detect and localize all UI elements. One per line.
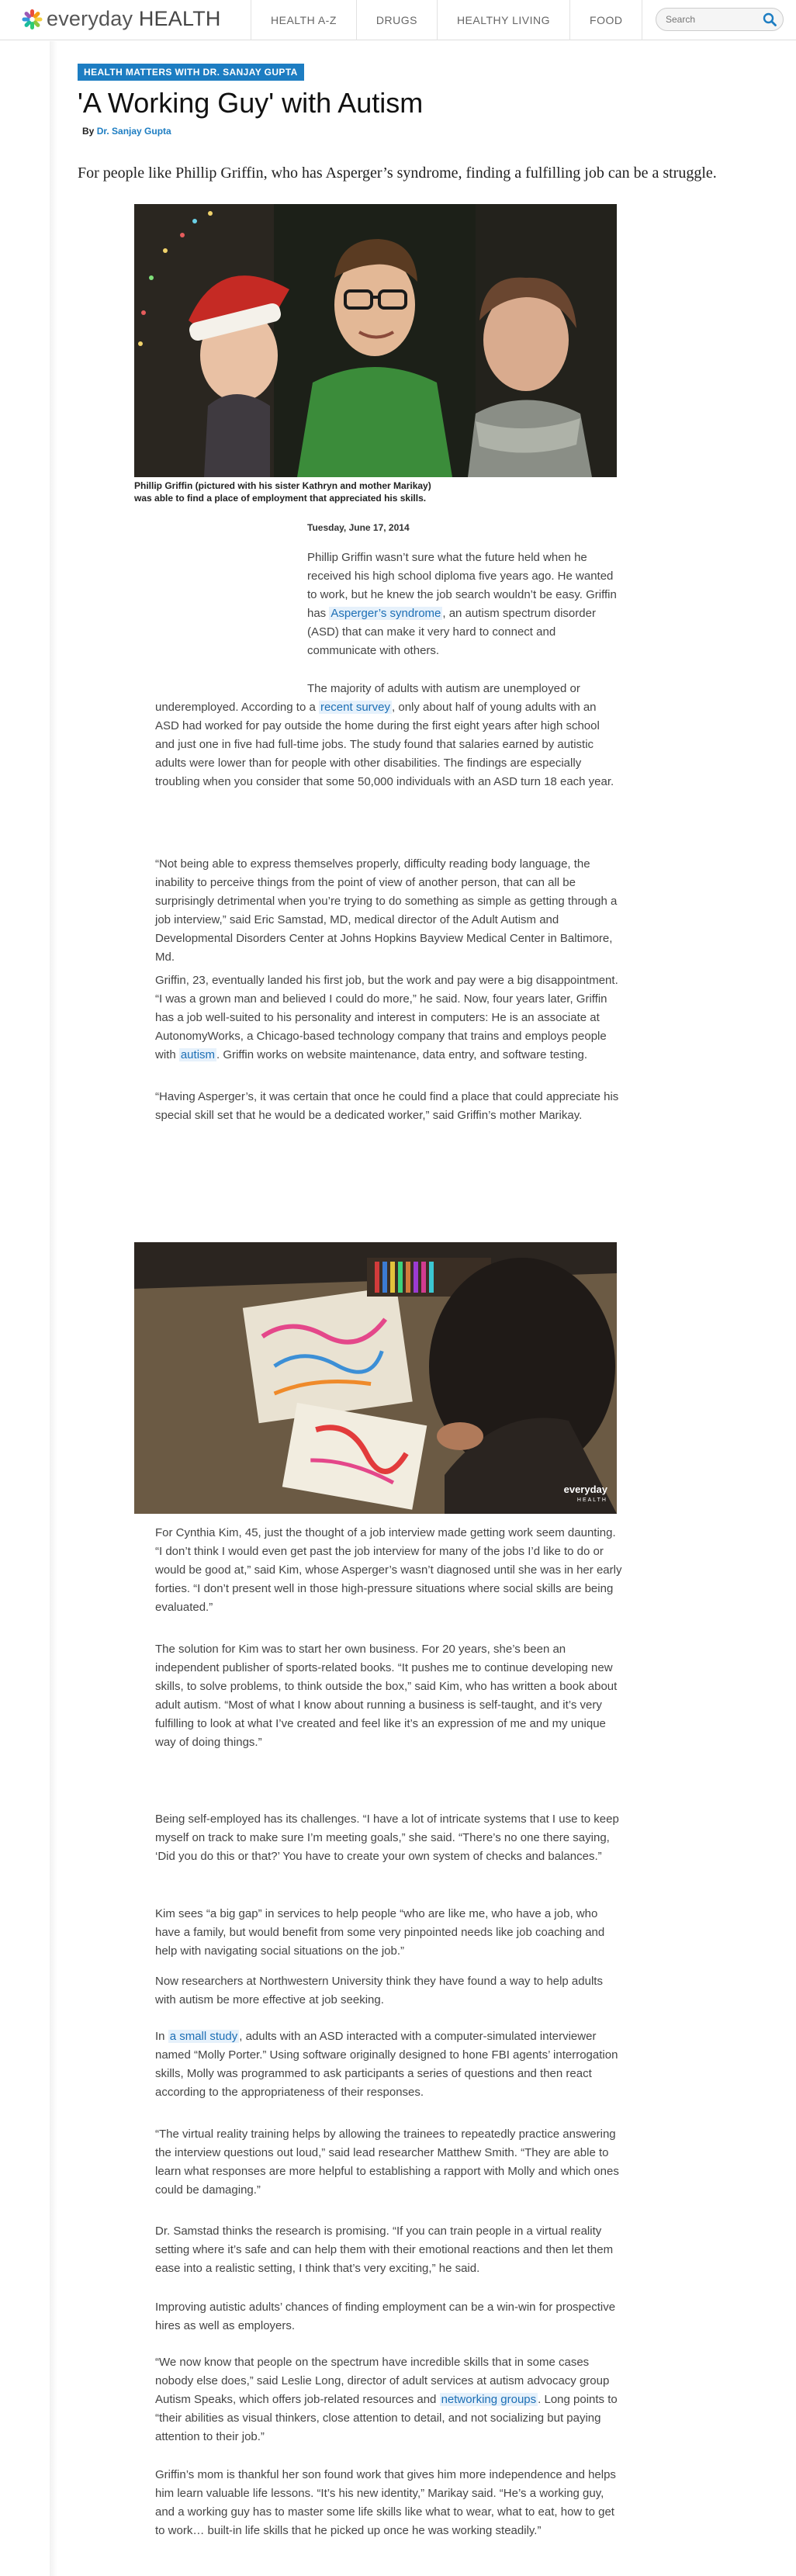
page-gutter xyxy=(50,41,57,2576)
nav-drugs[interactable]: DRUGS xyxy=(356,0,437,40)
paragraph-16: Griffin’s mom is thankful her son found work that gives him more independence and helps him learn valuable life lessons. “It’s his new identity,” Marikay said. “He’s a working guy, and a working guy has to master some life skills like what to wear, what to eat, how to get to work… built-in life skills that he picked up once he was working steadily.” xyxy=(155,2468,616,2537)
article-title: 'A Working Guy' with Autism xyxy=(78,87,424,119)
paragraph-10: Now researchers at Northwestern University think they have found a way to help adults with autism be more effective at job seeking. xyxy=(155,1975,603,2006)
nav-food[interactable]: FOOD xyxy=(569,0,642,40)
logo-flower-icon xyxy=(22,9,42,29)
autism-link[interactable]: autism xyxy=(180,1048,216,1061)
paragraph-14: Improving autistic adults’ chances of finding employment can be a win-win for prospective hires as well as employers. xyxy=(155,2301,616,2332)
column-kicker[interactable]: HEALTH MATTERS WITH DR. SANJAY GUPTA xyxy=(78,64,304,81)
paragraph-9: Kim sees “a big gap” in services to help people “who are like me, who have a job, who have a family, but would benefit from some very pinpointed needs like job coaching and help with navigating social situations on the job.” xyxy=(155,1907,605,1958)
child-drawing-illustration xyxy=(134,1242,617,1514)
logo-wordmark: everyday HEALTH xyxy=(47,7,221,30)
video-still[interactable] xyxy=(134,1242,617,1514)
search-input[interactable] xyxy=(656,9,749,30)
recent-survey-link[interactable]: recent survey xyxy=(320,701,391,714)
paragraph-13: Dr. Samstad thinks the research is promising. “If you can train people in a virtual reality setting where it’s safe and can help them with their emotional reactions and then let them ease into a realistic setting, I think that’s very exciting,” he said. xyxy=(155,2225,614,2275)
nav-health-a-z[interactable]: HEALTH A-Z xyxy=(251,0,356,40)
caption-line-2: was able to find a place of employment that appreciated his skills. xyxy=(134,493,427,504)
paragraph-1: Phillip Griffin wasn’t sure what the future held when he received his high school diploma five years ago. He wanted to work, but he knew the job search wouldn’t be easy. Griffin has Asperger’s syndrome , an autism spectrum disorder (ASD) that can make it very hard to connect and communicate with others. xyxy=(307,551,617,657)
paragraph-4: Griffin, 23, eventually landed his first job, but the work and pay were a big disappointment. “I was a grown man and believed I could do more,” he said. Now, four years later, Griffin has a job well-suited to his personality and interest in computers: He is an associate at AutonomyWorks, a Chicago-based technology company that trains and employs people with autism . Griffin works on website maintenance, data entry, and software testing. xyxy=(155,974,618,1061)
site-logo[interactable] xyxy=(22,7,221,31)
caption-line-1: Phillip Griffin (pictured with his sister Kathryn and mother Marikay) xyxy=(134,480,431,491)
site-header xyxy=(0,0,796,40)
paragraph-8: Being self-employed has its challenges. “I have a lot of intricate systems that I use to keep myself on track to make sure I’m meeting goals,” she said. “There’s no one there saying, ‘Did you do this or that?’ You have to create your own system of checks and balances.” xyxy=(155,1813,619,1863)
paragraph-7: The solution for Kim was to start her own business. For 20 years, she’s been an independent publisher of sports-related books. “It pushes me to continue developing new skills, to solve problems, to think outside the box,” said Kim, who has written a book about adult autism. “Most of what I know about running a business is self-taught, and it’s very fulfilling to look at what I’ve created and feel like it’s an expression of me and my unique way of doing things.” xyxy=(155,1643,618,1749)
aspergers-link[interactable]: Asperger’s syndrome xyxy=(331,607,441,620)
paragraph-5: “Having Asperger’s, it was certain that once he could find a place that could appreciate his special skill set that he would be a dedicated worker,” said Griffin’s mother Marikay. xyxy=(155,1090,619,1122)
photo-caption xyxy=(134,480,538,504)
byline-prefix: By xyxy=(82,126,95,137)
main-nav xyxy=(251,0,642,40)
byline xyxy=(82,126,171,137)
small-study-link[interactable]: a small study xyxy=(169,2030,238,2043)
search-box xyxy=(656,8,784,31)
paragraph-6: For Cynthia Kim, 45, just the thought of a job interview made getting work seem daunting. “I don’t think I would even get past the job interview for many of the jobs I’d like to do or would be good at,” said Kim, whose Asperger’s wasn’t diagnosed until she was in her early forties. “I don’t present well in those high-pressure situations where social skills are being evaluated.” xyxy=(155,1526,622,1614)
publish-date: Tuesday, June 17, 2014 xyxy=(307,522,410,533)
paragraph-2: The majority of adults with autism are unemployed or underemployed. According to a recent survey , only about half of young adults with an ASD had worked for pay outside the home during the first eight years after high school and just one in five had full-time jobs. The study found that salaries earned by autistic adults were lower than for people with other disabilities. The findings are especially troubling when you consider that some 50,000 individuals with an ASD turn 18 each year. xyxy=(155,682,614,788)
paragraph-12: “The virtual reality training helps by allowing the trainees to repeatedly practice answering the interview questions out loud,” said lead researcher Matthew Smith. “They are able to learn what responses are more helpful to establishing a rapport with Molly and which ones could be damaging.” xyxy=(155,2128,619,2197)
nav-healthy-living[interactable]: HEALTHY LIVING xyxy=(437,0,569,40)
paragraph-15: “We now know that people on the spectrum have incredible skills that in some cases nobody else does,” said Leslie Long, director of adult services at autism advocacy group Autism Speaks, which offers job-related resources and networking groups . Long points to “their abilities as visual thinkers, close attention to detail, and not socializing but paying attention to their job.” xyxy=(155,2356,618,2443)
paragraph-3: “Not being able to express themselves properly, difficulty reading body language, the inability to perceive things from the point of view of another person, that can all be surprisingly detrimental when you’re trying to do something as simple as getting through a job interview,” said Eric Samstad, MD, medical director of the Adult Autism and Developmental Disorders Center at Johns Hopkins Bayview Medical Center in Baltimore, Md. xyxy=(155,857,618,964)
search-icon[interactable] xyxy=(763,12,777,26)
paragraph-11: In a small study , adults with an ASD interacted with a computer-simulated interviewer named “Molly Porter.” Using software originally designed to hone FBI agents’ interrogation skills, Molly was programmed to ask participants a series of questions and then react according to the appropriateness of their responses. xyxy=(155,2030,618,2099)
author-link[interactable]: Dr. Sanjay Gupta xyxy=(96,126,171,137)
networking-groups-link[interactable]: networking groups xyxy=(441,2393,537,2406)
article-deck: For people like Phillip Griffin, who has Asperger’s syndrome, finding a fulfilling job can be a struggle. xyxy=(78,164,717,182)
video-watermark: everyday HEALTH xyxy=(563,1484,607,1503)
family-photo-illustration xyxy=(134,204,617,477)
hero-photo xyxy=(134,204,617,477)
